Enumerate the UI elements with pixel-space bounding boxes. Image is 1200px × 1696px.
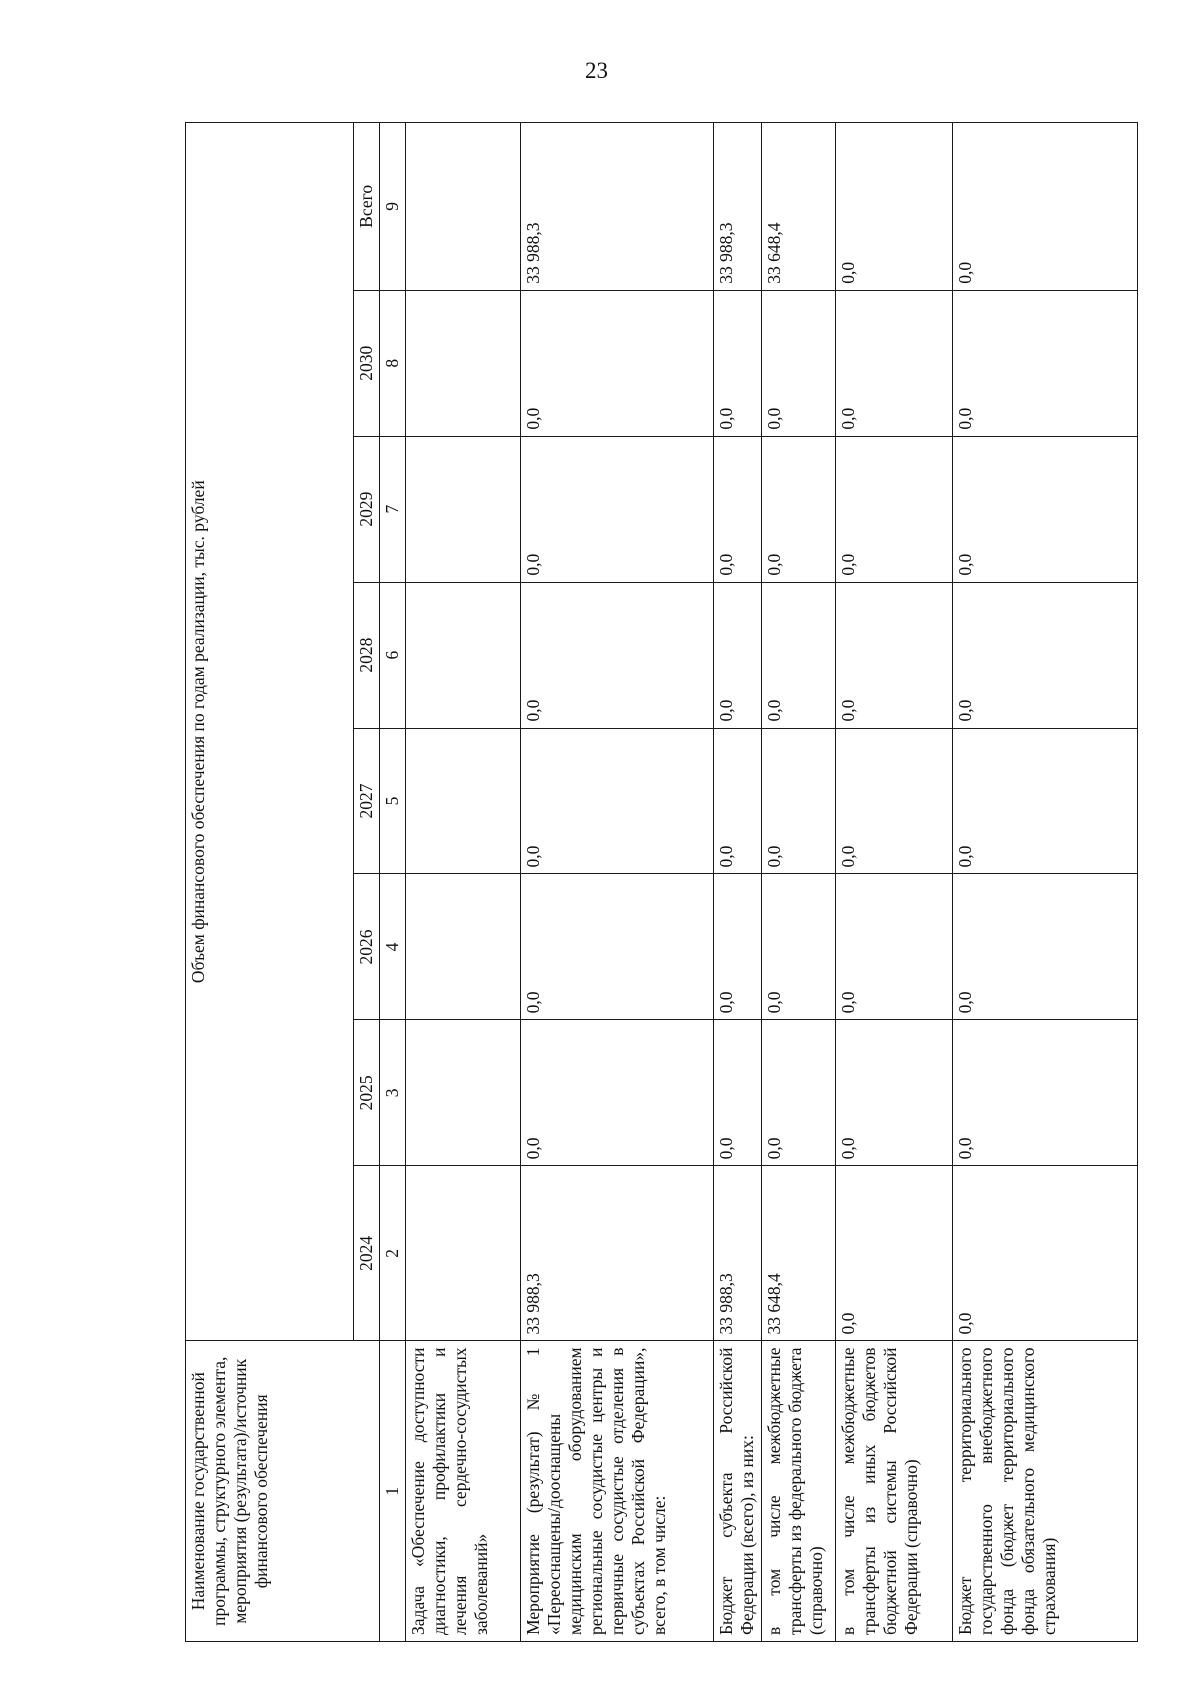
col-number-6: 6: [380, 582, 406, 728]
cell-value: 0,0: [521, 728, 714, 874]
cell-value: 0,0: [953, 728, 1138, 874]
cell-value: 0,0: [953, 290, 1138, 436]
cell-value: 0,0: [714, 582, 762, 728]
col-number-7: 7: [380, 436, 406, 582]
page-number: 23: [585, 58, 608, 83]
cell-value: 0,0: [762, 728, 836, 874]
year-2027-header: 2027: [354, 728, 380, 874]
row-name: в том числе межбюджетные трансферты из иных бюджетов бюджетной системы Российской Федерации (справочно): [836, 1341, 953, 1642]
cell-value: [406, 436, 521, 582]
row-name: Бюджет субъекта Российской Федерации (всего), из них:: [714, 1341, 762, 1642]
cell-value: 0,0: [762, 874, 836, 1020]
year-2030-header: 2030: [354, 290, 380, 436]
cell-value: 0,0: [836, 1166, 953, 1341]
table-row: [762, 123, 836, 1642]
cell-value: 0,0: [521, 436, 714, 582]
cell-value: 0,0: [953, 436, 1138, 582]
cell-value: 0,0: [521, 582, 714, 728]
cell-value: 0,0: [953, 582, 1138, 728]
cell-value: 0,0: [953, 874, 1138, 1020]
cell-value: 33 988,3: [714, 1166, 762, 1341]
header-row-top: [186, 123, 354, 1642]
cell-value: 0,0: [714, 1020, 762, 1166]
table-row: [406, 123, 521, 1642]
cell-value: 0,0: [714, 728, 762, 874]
col-number-8: 8: [380, 290, 406, 436]
col-number-2: 2: [380, 1166, 406, 1341]
cell-value: 0,0: [762, 1020, 836, 1166]
cell-value: 0,0: [836, 728, 953, 874]
cell-value: [406, 1020, 521, 1166]
cell-value: 0,0: [836, 123, 953, 291]
cell-value: 0,0: [762, 436, 836, 582]
cell-value: 0,0: [762, 290, 836, 436]
cell-value: [406, 1166, 521, 1341]
year-2029-header: 2029: [354, 436, 380, 582]
total-header: Всего: [354, 123, 380, 291]
cell-value: 0,0: [714, 874, 762, 1020]
cell-value: 0,0: [521, 290, 714, 436]
col-number-5: 5: [380, 728, 406, 874]
cell-value: 0,0: [714, 436, 762, 582]
table-row: [521, 123, 714, 1642]
cell-value: 33 988,3: [521, 123, 714, 291]
cell-value: [406, 290, 521, 436]
table-row: [953, 123, 1138, 1642]
header-name-cell: Наименование государственной программы, структурного элемента, мероприятия (результата)/источник финансового обеспечения: [186, 1341, 380, 1642]
row-name: Мероприятие (результат) № 1 «Переоснащены/дооснащены медицинским оборудованием региональные сосудистые центры и первичные сосудистые отделения в субъектах Российской Федерации», всего, в том числе:: [521, 1341, 714, 1642]
financing-table: [185, 122, 1138, 1642]
cell-value: 0,0: [836, 874, 953, 1020]
header-volume-cell: Объем финансового обеспечения по годам реализации, тыс. рублей: [186, 123, 354, 1341]
year-2028-header: 2028: [354, 582, 380, 728]
cell-value: 0,0: [953, 1020, 1138, 1166]
cell-value: [406, 582, 521, 728]
cell-value: [406, 874, 521, 1020]
cell-value: [406, 123, 521, 291]
row-name: Бюджет территориального государственного внебюджетного фонда (бюджет территориального фонда обязательного медицинского страхования): [953, 1341, 1138, 1642]
year-2025-header: 2025: [354, 1020, 380, 1166]
cell-value: 0,0: [714, 290, 762, 436]
cell-value: 0,0: [521, 1020, 714, 1166]
row-name: в том числе межбюджетные трансферты из федерального бюджета (справочно): [762, 1341, 836, 1642]
cell-value: 0,0: [762, 582, 836, 728]
cell-value: 0,0: [521, 874, 714, 1020]
cell-value: 0,0: [953, 123, 1138, 291]
cell-value: 0,0: [836, 436, 953, 582]
cell-value: 0,0: [953, 1166, 1138, 1341]
column-number-row: [380, 123, 406, 1642]
col-number-1: 1: [380, 1341, 406, 1642]
cell-value: [406, 728, 521, 874]
table-row: [836, 123, 953, 1642]
rotated-table-container: [185, 122, 1125, 1642]
cell-value: 0,0: [836, 290, 953, 436]
col-number-9: 9: [380, 123, 406, 291]
col-number-3: 3: [380, 1020, 406, 1166]
cell-value: 33 988,3: [521, 1166, 714, 1341]
cell-value: 0,0: [836, 582, 953, 728]
year-2026-header: 2026: [354, 874, 380, 1020]
year-2024-header: 2024: [354, 1166, 380, 1341]
cell-value: 33 648,4: [762, 123, 836, 291]
col-number-4: 4: [380, 874, 406, 1020]
cell-value: 33 648,4: [762, 1166, 836, 1341]
row-name: Задача «Обеспечение доступности диагностики, профилактики и лечения сердечно-сосудистых заболеваний»: [406, 1341, 521, 1642]
cell-value: 33 988,3: [714, 123, 762, 291]
table-row: [714, 123, 762, 1642]
cell-value: 0,0: [836, 1020, 953, 1166]
